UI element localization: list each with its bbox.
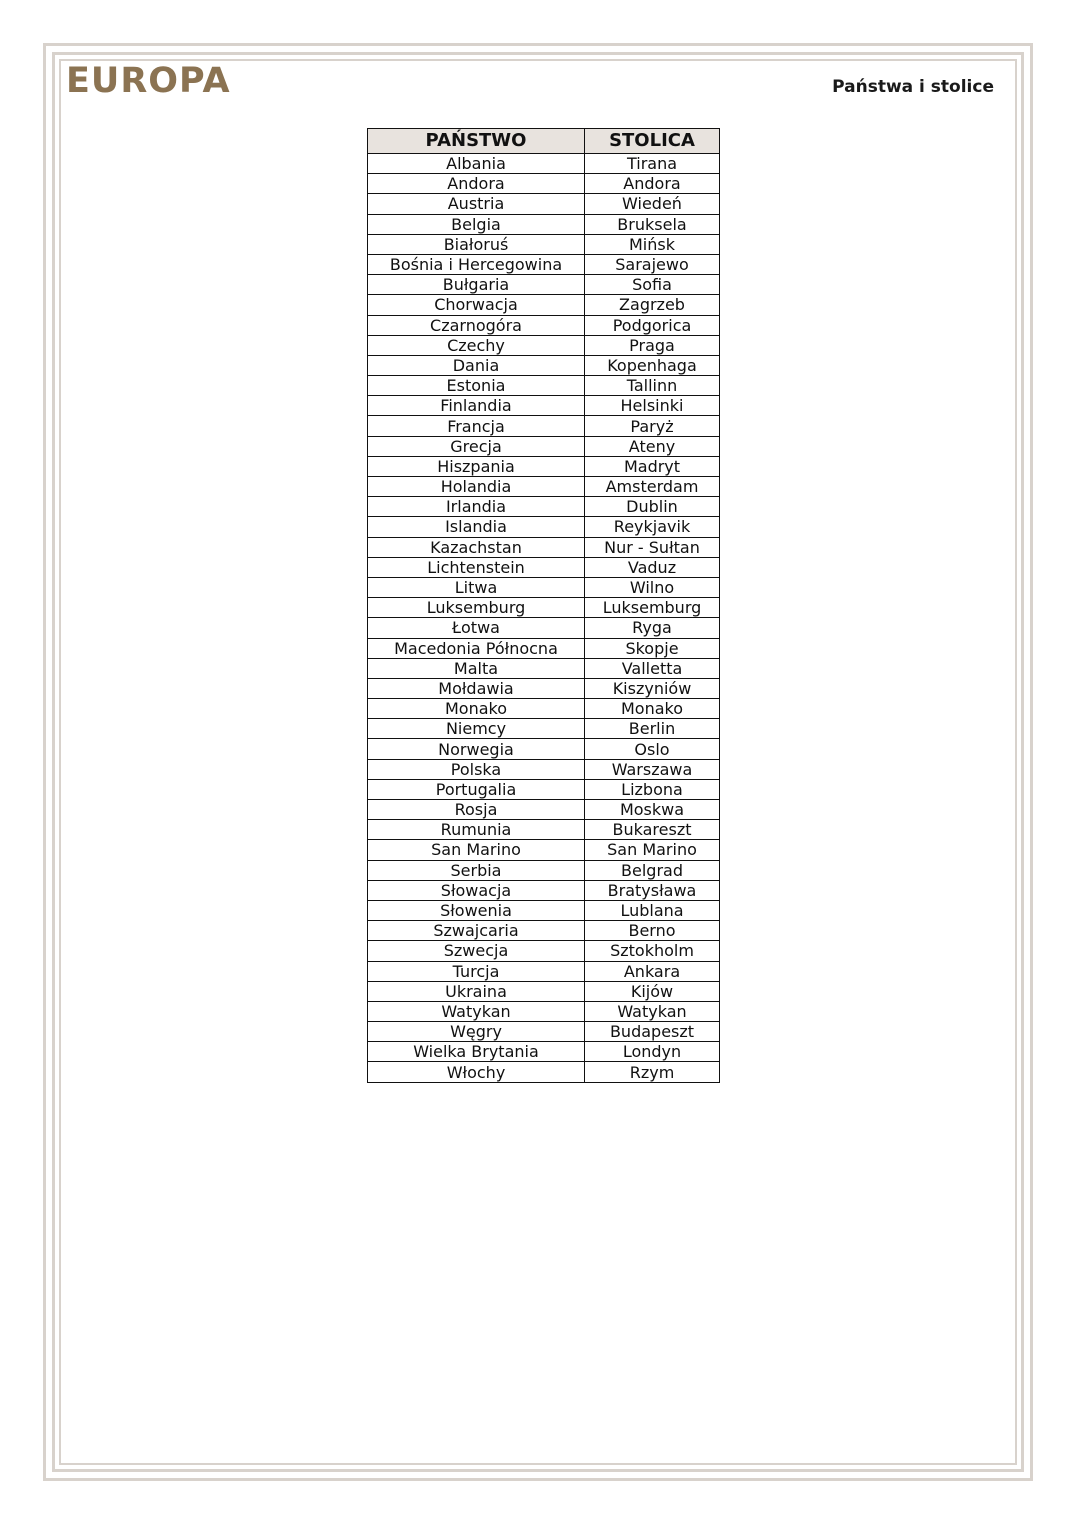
table-row [368,981,720,1001]
capital-cell: Paryż [585,416,720,436]
capital-cell: Sztokholm [585,941,720,961]
capital-cell: Amsterdam [585,477,720,497]
capital-cell: Kopenhaga [585,355,720,375]
country-cell: Węgry [368,1022,585,1042]
country-cell: Hiszpania [368,456,585,476]
country-cell: Mołdawia [368,678,585,698]
capital-cell: Berlin [585,719,720,739]
table-row [368,295,720,315]
table-row [368,739,720,759]
country-cell: Turcja [368,961,585,981]
country-cell: Wielka Brytania [368,1042,585,1062]
table-row [368,154,720,174]
table-row [368,880,720,900]
capital-cell: Berno [585,921,720,941]
table-row [368,638,720,658]
capital-cell: Ankara [585,961,720,981]
country-cell: Norwegia [368,739,585,759]
country-cell: Monako [368,699,585,719]
table-row [368,759,720,779]
table-row [368,456,720,476]
country-cell: Austria [368,194,585,214]
capital-cell: Vaduz [585,557,720,577]
capital-cell: Bukareszt [585,820,720,840]
capital-cell: Wiedeń [585,194,720,214]
country-cell: Litwa [368,577,585,597]
capital-cell: Helsinki [585,396,720,416]
table-row [368,275,720,295]
table-row [368,577,720,597]
capital-cell: Budapeszt [585,1022,720,1042]
table-row [368,537,720,557]
country-cell: Andora [368,174,585,194]
country-cell: Albania [368,154,585,174]
table-row [368,436,720,456]
capital-cell: Lublana [585,900,720,920]
capital-cell: Zagrzeb [585,295,720,315]
country-cell: Luksemburg [368,598,585,618]
table-row [368,335,720,355]
country-cell: Ukraina [368,981,585,1001]
capital-cell: San Marino [585,840,720,860]
table-row [368,840,720,860]
country-cell: Grecja [368,436,585,456]
table-row [368,1001,720,1021]
country-cell: Belgia [368,214,585,234]
table-row [368,234,720,254]
capital-cell: Reykjavik [585,517,720,537]
column-header-country: PAŃSTWO [368,129,585,154]
country-cell: Szwecja [368,941,585,961]
page-title: EUROPA [66,61,231,101]
country-cell: Słowenia [368,900,585,920]
country-cell: Francja [368,416,585,436]
country-cell: Irlandia [368,497,585,517]
table-row [368,1042,720,1062]
table-row [368,1062,720,1082]
table-row [368,315,720,335]
countries-capitals-table [367,128,720,1083]
table-row [368,598,720,618]
capital-cell: Andora [585,174,720,194]
table-header-row [368,129,720,154]
table-row [368,416,720,436]
table-body [368,154,720,1083]
country-cell: Czechy [368,335,585,355]
country-cell: Słowacja [368,880,585,900]
table-row [368,174,720,194]
capital-cell: Sarajewo [585,254,720,274]
country-cell: Malta [368,658,585,678]
country-cell: Bułgaria [368,275,585,295]
capital-cell: Lizbona [585,779,720,799]
table-row [368,961,720,981]
capital-cell: Skopje [585,638,720,658]
country-cell: Lichtenstein [368,557,585,577]
capital-cell: Ryga [585,618,720,638]
country-cell: Szwajcaria [368,921,585,941]
table-row [368,355,720,375]
table-row [368,517,720,537]
capital-cell: Valletta [585,658,720,678]
capital-cell: Podgorica [585,315,720,335]
country-cell: Estonia [368,376,585,396]
table-row [368,194,720,214]
capital-cell: Kiszyniów [585,678,720,698]
table-row [368,699,720,719]
country-cell: Rosja [368,800,585,820]
capital-cell: Tirana [585,154,720,174]
table-row [368,477,720,497]
table-row [368,618,720,638]
table-row [368,254,720,274]
table-row [368,719,720,739]
table-row [368,941,720,961]
capital-cell: Kijów [585,981,720,1001]
capital-cell: Rzym [585,1062,720,1082]
table-row [368,820,720,840]
country-cell: Portugalia [368,779,585,799]
country-cell: Kazachstan [368,537,585,557]
country-cell: Włochy [368,1062,585,1082]
country-cell: Łotwa [368,618,585,638]
capital-cell: Bratysława [585,880,720,900]
country-cell: Islandia [368,517,585,537]
table-row [368,1022,720,1042]
country-cell: San Marino [368,840,585,860]
capital-cell: Bruksela [585,214,720,234]
table-row [368,921,720,941]
capital-cell: Wilno [585,577,720,597]
country-cell: Dania [368,355,585,375]
table-row [368,376,720,396]
country-cell: Finlandia [368,396,585,416]
table-row [368,900,720,920]
column-header-capital: STOLICA [585,129,720,154]
capital-cell: Warszawa [585,759,720,779]
capital-cell: Watykan [585,1001,720,1021]
table-row [368,800,720,820]
capital-cell: Ateny [585,436,720,456]
table-row [368,557,720,577]
capital-cell: Dublin [585,497,720,517]
table-row [368,678,720,698]
table-row [368,779,720,799]
capital-cell: Tallinn [585,376,720,396]
capital-cell: Oslo [585,739,720,759]
capital-cell: Monako [585,699,720,719]
capital-cell: Praga [585,335,720,355]
capital-cell: Madryt [585,456,720,476]
country-cell: Polska [368,759,585,779]
country-cell: Bośnia i Hercegowina [368,254,585,274]
country-cell: Holandia [368,477,585,497]
table-row [368,497,720,517]
capital-cell: Sofia [585,275,720,295]
country-cell: Serbia [368,860,585,880]
country-cell: Białoruś [368,234,585,254]
table-row [368,860,720,880]
country-cell: Rumunia [368,820,585,840]
capital-cell: Moskwa [585,800,720,820]
country-cell: Watykan [368,1001,585,1021]
capital-cell: Belgrad [585,860,720,880]
page-subtitle: Państwa i stolice [832,77,994,97]
country-cell: Chorwacja [368,295,585,315]
country-cell: Niemcy [368,719,585,739]
table-row [368,396,720,416]
country-cell: Czarnogóra [368,315,585,335]
capital-cell: Luksemburg [585,598,720,618]
capital-cell: Mińsk [585,234,720,254]
table-row [368,658,720,678]
capital-cell: Londyn [585,1042,720,1062]
capital-cell: Nur - Sułtan [585,537,720,557]
table-row [368,214,720,234]
country-cell: Macedonia Północna [368,638,585,658]
